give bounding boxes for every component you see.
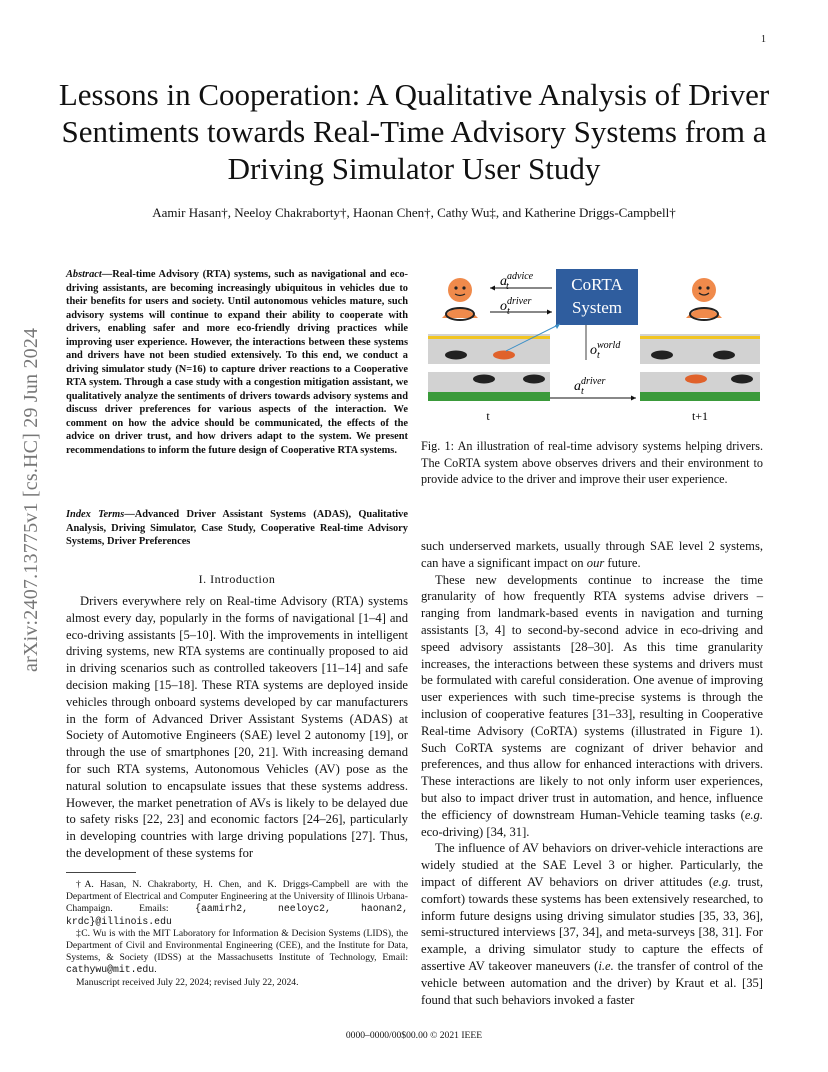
copyright-footer: 0000–0000/00$00.00 © 2021 IEEE — [345, 1030, 483, 1041]
car-icon — [445, 351, 467, 360]
footnote-1-text: †A. Hasan, N. Chakraborty, H. Chen, and K. Driggs-Campbell are with the Department of Electrical and Computer Engineering at the University of Illinois Urbana-Champaign. Emails: — [66, 879, 408, 915]
abstract-label: Abstract — [66, 269, 102, 280]
right-column-text — [421, 538, 763, 1008]
car-icon — [651, 351, 673, 360]
driver-observation-label: $o^{driver}$ t — [500, 296, 532, 317]
p1-text-b: future. — [604, 555, 641, 570]
index-terms-label: Index Terms — [66, 509, 125, 520]
car-icon — [731, 375, 753, 384]
abstract — [66, 268, 408, 457]
footnote-separator — [66, 872, 136, 873]
p3-emphasis-2: i.e. — [598, 958, 614, 973]
p3-text-a: The influence of AV behaviors on driver-vehicle interactions are widely studied at the SAE Level 3 or higher. Particularly, the impact of different AV behaviors on driver attitudes ( — [421, 841, 763, 889]
world-observation-label: $o^{world}$ t — [590, 340, 621, 361]
car-icon — [713, 351, 735, 360]
index-terms-text: —Advanced Driver Assistant Systems (ADAS), Qualitative Analysis, Driving Simulator, Case Study, Cooperative Real-time Advisory Systems, Driver Preferences — [66, 509, 408, 547]
driver-car-icon — [685, 375, 707, 384]
driver-avatar-icon — [686, 278, 722, 320]
p3-emphasis-1: e.g. — [713, 874, 732, 889]
intro-text — [66, 593, 408, 862]
author-list: Aamir Hasan†, Neeloy Chakraborty†, Haonan Chen†, Cathy Wu‡, and Katherine Driggs-Campbell† — [152, 205, 676, 220]
p2-emphasis: e.g. — [744, 807, 763, 822]
car-icon — [523, 375, 545, 384]
footnote-2-email: cathywu@mit.edu — [66, 964, 155, 976]
footnote-2-text: ‡C. Wu is with the MIT Laboratory for Information & Decision Systems (LIDS), the Department of Civil and Environmental Engineering (CEE), and the Institute for Data, Systems, & Society (IDSS) at the Massachusetts Institute of Technology, Email: — [66, 927, 408, 964]
car-icon — [473, 375, 495, 384]
page-number: 1 — [761, 34, 766, 45]
intro-paragraph: Drivers everywhere rely on Real-time Advisory (RTA) systems almost every day, popularly in the forms of navigational [1–4] and eco-driving assistants [5–10]. With the improvements in intelligent driving systems, new RTA systems are continually proposed to aid in driving scenarios such as controlled takeovers [11–14] and safe decision making [15–18]. These RTA systems are deployed inside vehicles through onboard systems developed by car manufacturers in the form of Advanced Driver Assistant Systems (ADAS) at Society of Automotive Engineers (SAE) level 2 autonomy [19], or through the use of smartphones [20, 21]. With increasing demand for such RTA systems, Autonomous Vehicles (AV) pose as the natural solution to encapsulate issues that these systems address. However, the market penetration of AVs is likely to be delayed due to safety risks [22, 23] and economic factors [24–26], particularly in developing countries with large driving populations [27]. Thus, the development of these systems for — [66, 594, 408, 860]
index-terms — [66, 508, 408, 549]
footnote-1-emails: {aamirh2, neeloyc2, haonan2, krdc}@illinois.edu — [66, 903, 408, 927]
figure-caption: Fig. 1: An illustration of real-time advisory systems helping drivers. The CoRTA system above observes drivers and their environment to provide advice to the driver and improve their user experience. — [421, 439, 763, 486]
manuscript-note: Manuscript received July 22, 2024; revised July 22, 2024. — [76, 976, 299, 988]
abstract-text: —Real-time Advisory (RTA) systems, such as navigational and eco-driving assistants, are becoming increasingly ubiquitous in vehicles due to their benefits for users and society. Until autonomous vehicles mature, such advisory systems will continue to expand their ability to cooperate with drivers, enabling safer and more eco-friendly driving practices while improving user experience. However, the interactions between these systems and drivers have not been studied extensively. To this end, we conduct a driving simulator study (N=16) to capture driver reactions to a Cooperative RTA system. Through a case study with a congestion mitigation assistant, we qualitatively analyze the sentiments of drivers towards advisory systems and discuss driver preferences for various aspects of the interaction. We comment on how the advice should be communicated, the effects of the advice on driver trust, and how drivers adapt to the system. We present recommendations to inform the future design of Cooperative RTA systems. — [66, 269, 408, 456]
paper-title: Lessons in Cooperation: A Qualitative Analysis of Driver Sentiments towards Real-Time Advisory Systems from a Driving Simulator User Study — [58, 77, 770, 186]
figure-1 — [424, 268, 762, 432]
p2-text-a: These new developments continue to increase the time granularity of how frequently RTA systems advise drivers – ranging from landmark-based events in navigation and turning assistants [3, 4] to second-by-second advice in eco-driving and speed advisory assistants [28–30]. As this time granularity increases, the interactions between these systems and drivers must be formulated with careful consideration. One avenue of improving user experiences with such time-precise systems is through the inclusion of cooperative features [31–33], resulting in Cooperative Real-time Advisory (CoRTA) systems (illustrated in Figure 1). Such CoRTA systems are cognizant of driver behavior and preferences, and thus allow for enhanced interactions with drivers. These interactions are likely to not only inform user experiences, but also to impact driver trust in automation, and hence, influence the efficiency of downstream Human-Vehicle teaming tasks ( — [421, 572, 763, 822]
footnote-2-end: . — [154, 964, 157, 976]
p2-text-b: eco-driving) [34, 31]. — [421, 824, 530, 839]
footnotes — [66, 879, 408, 989]
system-label-line2: System — [571, 298, 623, 317]
paragraph-2 — [421, 572, 763, 841]
road-t1 — [640, 334, 760, 401]
p3-text-b: trust, comfort) towards these systems has been extensively researched, to inform future designs using driving simulator studies [35, 33, 36], semi-structured interviews [37, 34], and meta-surveys [38, 31]. For example, a driving simulator study to capture the effects of assertive AV takeover maneuvers ( — [421, 874, 763, 973]
driver-action-arrow — [550, 396, 636, 401]
time-label-t1: t+1 — [691, 409, 709, 423]
paragraph-3 — [421, 840, 763, 1008]
p1-text-a: such underserved markets, usually through SAE level 2 systems, can have a significant impact on — [421, 539, 763, 570]
driver-avatar-icon — [442, 278, 478, 320]
advice-label: $a^{advice}$ t — [500, 271, 534, 292]
p1-emphasis: our — [586, 555, 605, 570]
time-label-t: t — [486, 409, 490, 423]
system-label-line1: CoRTA — [571, 275, 623, 294]
paragraph-continuation — [421, 538, 763, 572]
footnote-affiliation-1 — [66, 879, 408, 928]
road-t — [428, 334, 550, 401]
footnote-affiliation-2 — [66, 928, 408, 977]
driver-action-label: $a^{driver}$ t — [574, 376, 606, 397]
p3-text-c: the transfer of control of the vehicle between automation and the driver) by Kraut et al. [35] found that such behaviors invoked a faster — [421, 958, 763, 1007]
driver-car-icon — [493, 351, 515, 360]
section-heading: I. Introduction — [198, 572, 276, 586]
arxiv-stamp: arXiv:2407.13775v1 [cs.HC] 29 Jun 2024 — [20, 327, 42, 672]
